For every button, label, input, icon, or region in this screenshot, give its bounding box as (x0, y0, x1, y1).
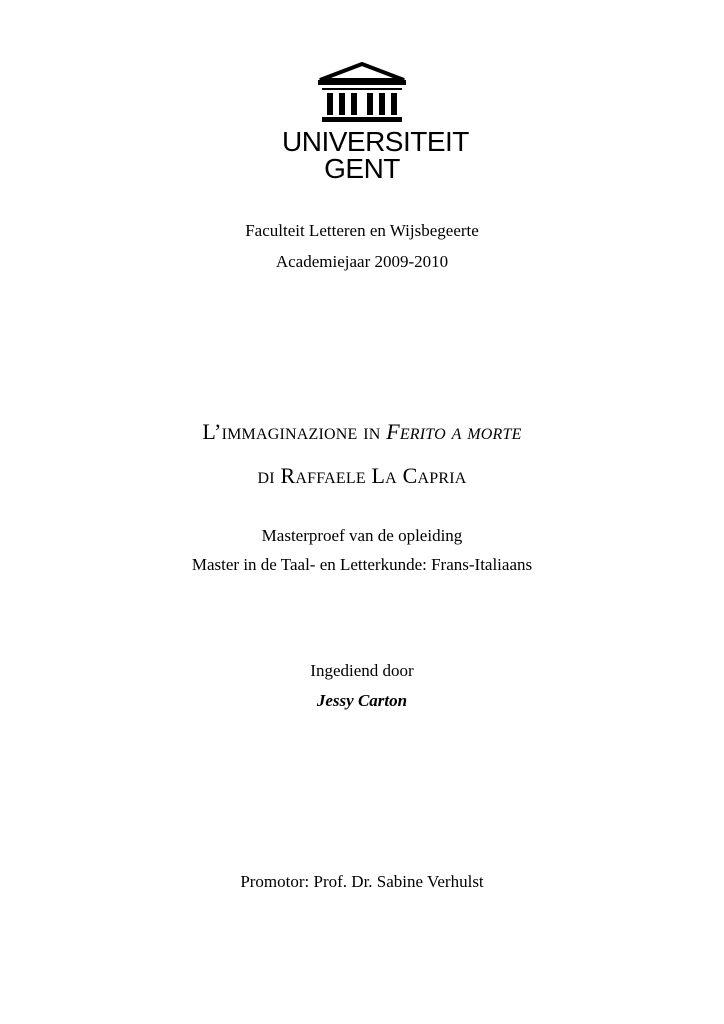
title-cap: R (280, 463, 296, 488)
title-word: IMMAGINAZIONE (221, 426, 358, 443)
submitted-by-label: Ingediend door (310, 661, 414, 680)
title-cap: L (202, 419, 215, 444)
programme-name: Master in de Taal- en Letterkunde: Frans-Italiaans (191, 555, 533, 574)
university-building-icon (282, 62, 442, 124)
title-apostrophe: ’ (214, 419, 222, 444)
faculty-name: Faculteit Letteren en Wijsbegeerte (245, 221, 479, 240)
title-cap-italic: F (386, 419, 400, 444)
title-word-italic: A (451, 426, 462, 443)
title-cap: C (402, 463, 418, 488)
promotor: Promotor: Prof. Dr. Sabine Verhulst (240, 872, 484, 891)
title-word: DI (257, 470, 275, 487)
academic-year: Academiejaar 2009-2010 (275, 252, 449, 271)
logo-text-gent: GENT (324, 153, 400, 184)
title-word: AFFAELE (295, 470, 366, 487)
title-word: A (385, 470, 397, 487)
title-word-italic: ERITO (399, 426, 446, 443)
thesis-title-line-1 (0, 421, 724, 443)
thesis-type: Masterproef van de opleiding (261, 526, 463, 545)
title-cap: L (371, 463, 386, 488)
title-word-italic: MORTE (467, 426, 522, 443)
thesis-title-line-2 (0, 465, 724, 487)
title-word: IN (363, 426, 381, 443)
university-logo (282, 62, 469, 184)
logo-text-universiteit: UNIVERSITEIT (282, 126, 469, 157)
title-word: APRIA (417, 470, 467, 487)
author-name: Jessy Carton (316, 691, 408, 710)
